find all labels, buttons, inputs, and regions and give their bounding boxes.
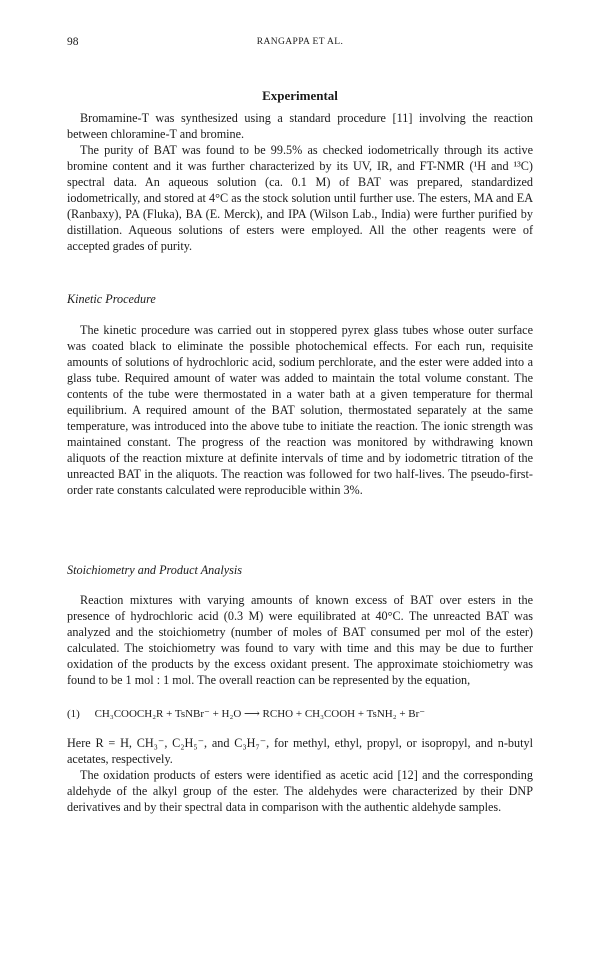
paragraph: Bromamine-T was synthesized using a standard procedure [11] involving the reaction between chloramine-T and bromine.	[67, 111, 533, 141]
paragraph: Reaction mixtures with varying amounts of known excess of BAT over esters in the presence of hydrochloric acid (0.3 M) were equilibrated at 40°C. The unreacted BAT was analyzed and the stoichiometry (number of moles of BAT consumed per mol of the ester) calculated. The stoichiometry was found to vary with time and this may be due to further oxidation of the products by the excess oxidant present. The approximate stoichiometry was found to be 1 mol : 1 mol. The overall reaction can be represented by the equation,	[67, 593, 533, 687]
subsection-heading: Kinetic Procedure	[67, 292, 156, 306]
equation-1	[67, 707, 533, 720]
section-title: Experimental	[262, 88, 338, 103]
stoichiometry-body-2	[67, 735, 533, 815]
paragraph: The kinetic procedure was carried out in stoppered pyrex glass tubes whose outer surface was coated black to eliminate the possible photochemical effects. For each run, requisite amounts of solutions of hydrochloric acid, sodium perchlorate, and the ester were added into a glass tube. Required amount of water was added to maintain the total volume constant. The contents of the tube were thermostated in a water bath at a given temperature for thermal equilibrium. A required amount of the BAT solution, thermostated separately at the same temperature, was introduced into the above tube to initiate the reaction. The ionic strength was maintained constant. The progress of the reaction was monitored by withdrawing known aliquots of the reaction mixture at definite intervals of time and by iodometric titration of the unreacted BAT in the aliquots. The reaction was followed for two half-lives. The pseudo-first-order rate constants calculated were reproducible within 3%.	[67, 323, 533, 497]
stoichiometry-body	[67, 592, 533, 688]
paragraph: The purity of BAT was found to be 99.5% as checked iodometrically through its active bromine content and it was further characterized by its UV, IR, and FT-NMR (¹H and ¹³C) spectral data. An aqueous solution (ca. 0.1 M) of BAT was prepared, standardized iodometrically, and stored at 4°C as the stock solution until further use. The esters, MA and EA (Ranbaxy), PA (Fluka), BA (E. Merck), and IPA (Wilson Lab., India) were further purified by distillation. Aqueous solutions of esters were employed. All the other reagents were of accepted grades of purity.	[67, 143, 533, 253]
page-number: 98	[67, 36, 79, 48]
running-authors: RANGAPPA ET AL.	[256, 37, 344, 47]
paragraph: The oxidation products of esters were identified as acetic acid [12] and the corresponding aldehyde of the alkyl group of the ester. The aldehydes were characterized by their DNP derivatives and by their spectral data in comparison with the authentic aldehyde samples.	[67, 768, 533, 814]
experimental-body	[67, 110, 533, 254]
equation-text: CH₃COOCH₂R + TsNBr⁻ + H₂O ⟶ RCHO + CH₃COOH + TsNH₂ + Br⁻	[94, 708, 426, 720]
running-header	[67, 36, 533, 50]
kinetic-body	[67, 322, 533, 498]
subsection-heading: Stoichiometry and Product Analysis	[67, 563, 243, 577]
paragraph: Here R = H, CH₃⁻, C₂H₅⁻, and C₃H₇⁻, for methyl, ethyl, propyl, or isopropyl, and n-butyl acetates, respectively.	[67, 736, 533, 766]
equation-number: (1)	[67, 708, 80, 720]
